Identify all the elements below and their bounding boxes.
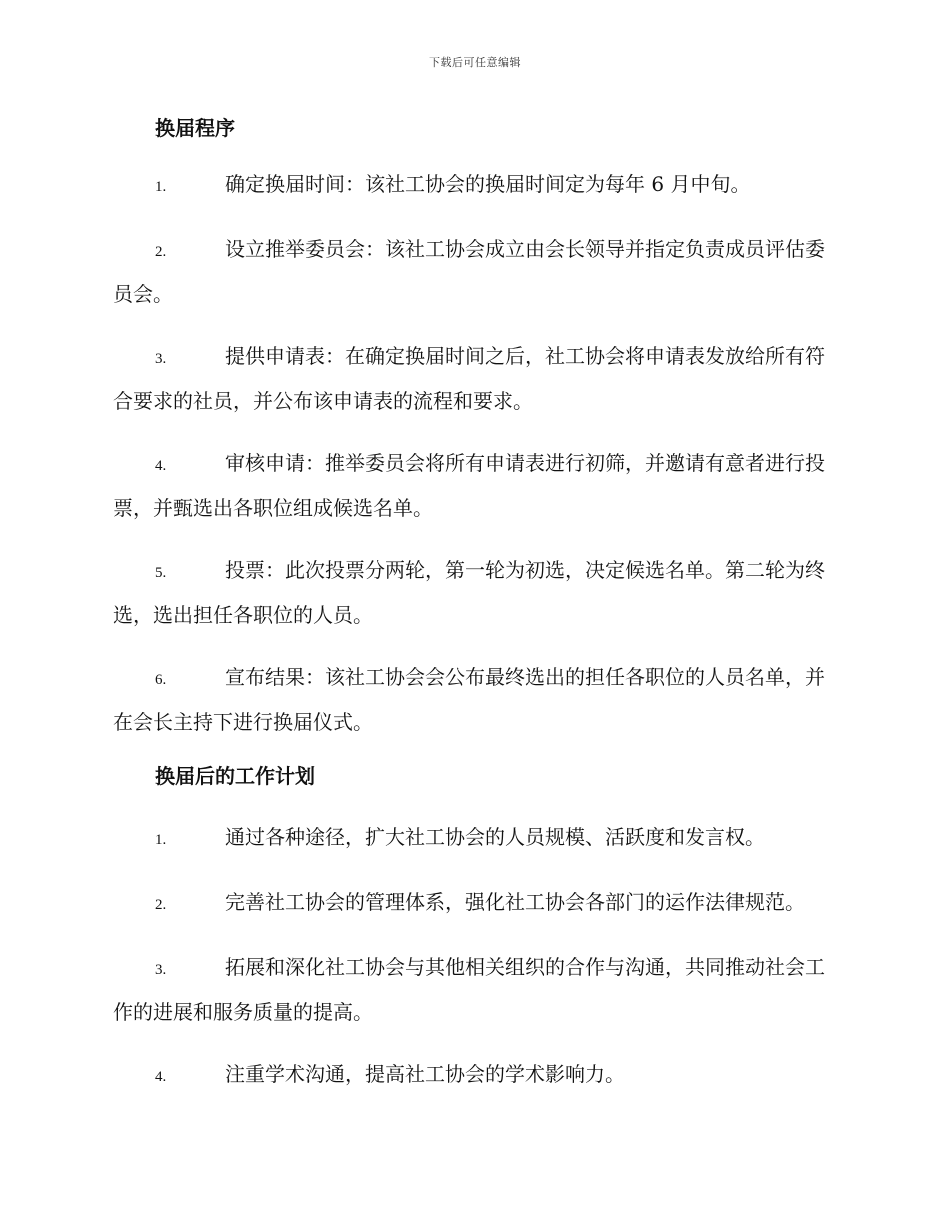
list-item [113, 881, 835, 926]
list-item-number: 3. [155, 962, 167, 978]
list-item-number: 1. [155, 179, 167, 195]
list-item-number: 2. [155, 897, 167, 913]
section-heading-work-plan: 换届后的工作计划 [155, 764, 315, 788]
list-item-text: 完善社工协会的管理体系，强化社工协会各部门的运作法律规范。 [225, 890, 805, 914]
list-item [113, 656, 835, 743]
list-item-text: 审核申请：推举委员会将所有申请表进行初筛，并邀请有意者进行投票，并甄选出各职位组成候选名单。 [113, 451, 825, 520]
list-item-text: 拓展和深化社工协会与其他相关组织的合作与沟通，共同推动社会工作的进展和服务质量的提高。 [113, 955, 825, 1024]
list-item-number: 4. [155, 1069, 167, 1085]
list-item-text: 通过各种途径，扩大社工协会的人员规模、活跃度和发言权。 [225, 825, 765, 849]
list-item-number: 6. [155, 672, 167, 688]
list-item-text: 注重学术沟通，提高社工协会的学术影响力。 [225, 1062, 625, 1086]
list-item [113, 163, 835, 208]
list-item [113, 549, 835, 636]
list-item [113, 946, 835, 1033]
list-item-number: 3. [155, 351, 167, 367]
document-body [113, 108, 835, 1111]
list-item-number: 4. [155, 458, 167, 474]
list-item-text: 确定换届时间：该社工协会的换届时间定为每年 6 月中旬。 [225, 172, 751, 196]
list-item [113, 228, 835, 315]
list-item-text: 宣布结果：该社工协会会公布最终选出的担任各职位的人员名单，并在会长主持下进行换届仪式。 [113, 665, 825, 734]
list-item-text: 提供申请表：在确定换届时间之后，社工协会将申请表发放给所有符合要求的社员，并公布该申请表的流程和要求。 [113, 344, 825, 413]
list-item-number: 1. [155, 832, 167, 848]
page-header: 下载后可任意编辑 [429, 56, 521, 69]
list-item-number: 5. [155, 565, 167, 581]
list-item-number: 2. [155, 244, 167, 260]
list-item [113, 816, 835, 861]
list-item [113, 442, 835, 529]
list-item [113, 335, 835, 422]
list-item [113, 1053, 835, 1098]
list-item-text: 设立推举委员会：该社工协会成立由会长领导并指定负责成员评估委员会。 [113, 237, 825, 306]
list-item-text: 投票：此次投票分两轮，第一轮为初选，决定候选名单。第二轮为终选，选出担任各职位的人员。 [113, 558, 825, 627]
section-heading-election-procedure: 换届程序 [155, 116, 235, 140]
